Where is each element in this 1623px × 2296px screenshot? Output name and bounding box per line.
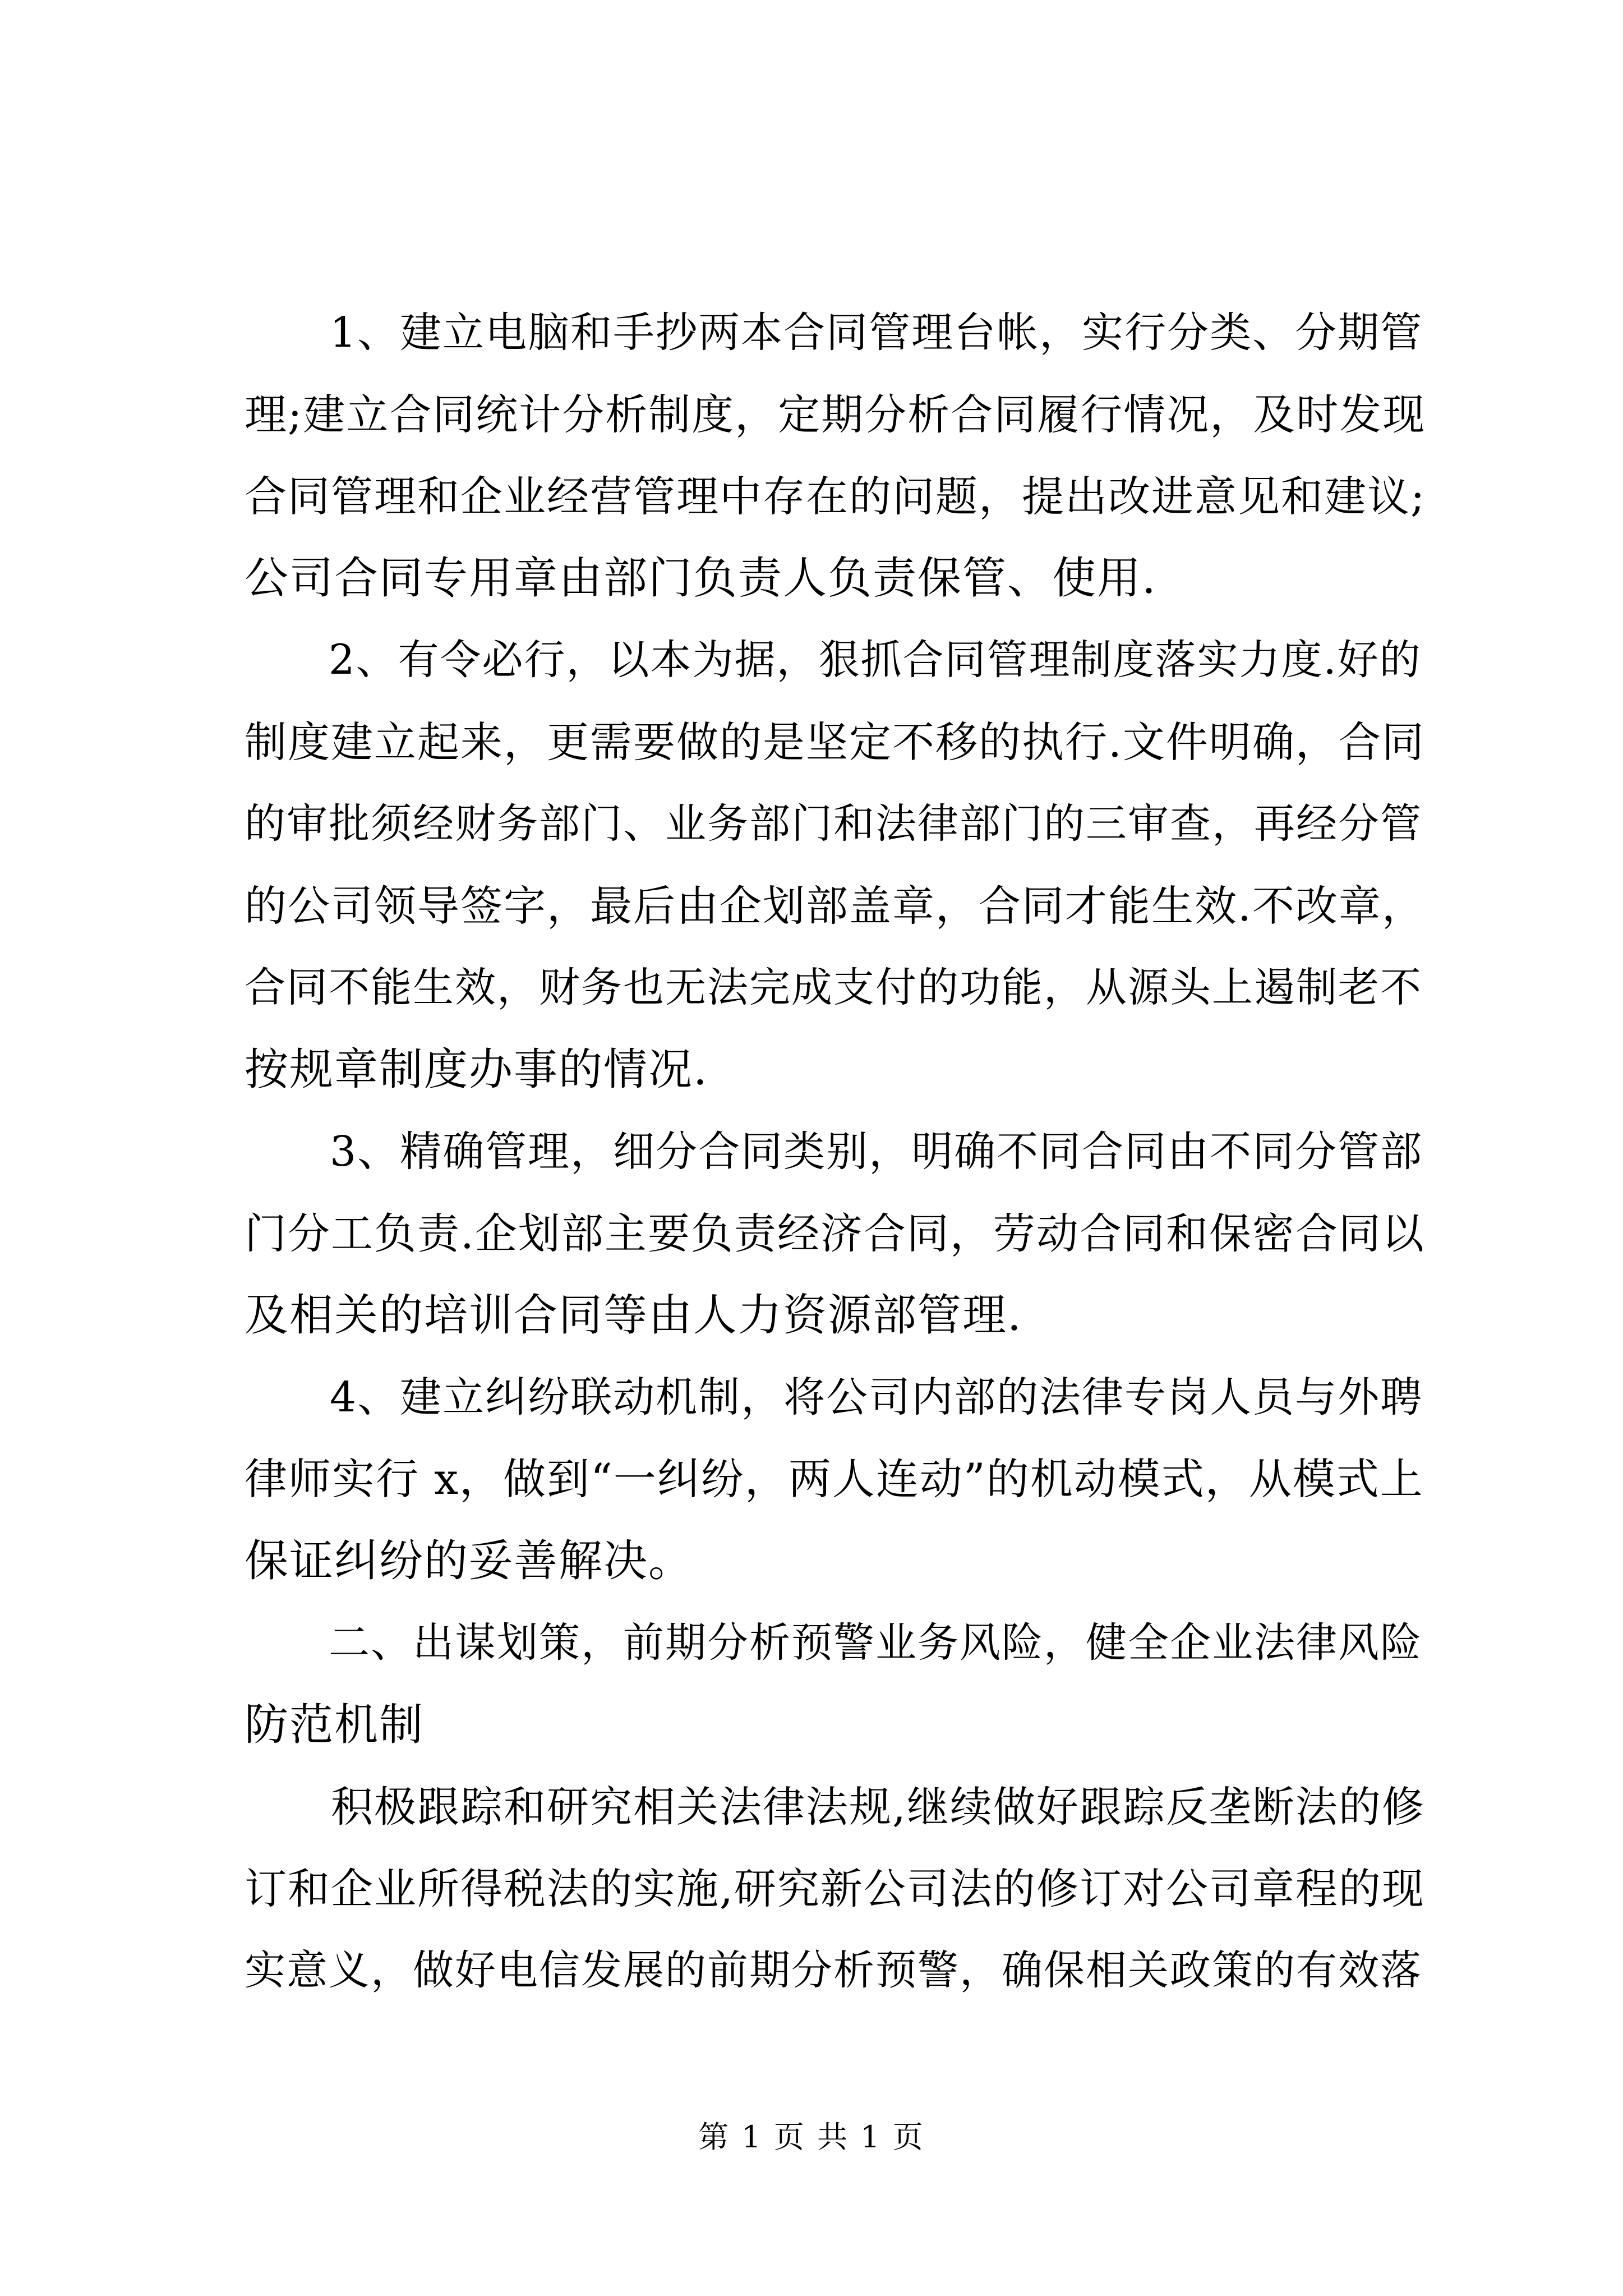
text-line: 合同管理和企业经营管理中存在的问题，提出改进意见和建议; xyxy=(245,472,1426,521)
text-line: 1、建立电脑和手抄两本合同管理台帐，实行分类、分期管 xyxy=(245,309,1423,357)
text-line: 公司合同专用章由部门负责人负责保管、使用. xyxy=(245,553,1157,604)
text-line: 及相关的培训合同等由人力资源部管理. xyxy=(245,1290,1022,1341)
text-line: 2、有令必行，以本为据，狠抓合同管理制度落实力度.好的 xyxy=(245,636,1422,684)
text-line: 制度建立起来，更需要做的是坚定不移的执行.文件明确，合同 xyxy=(245,717,1425,767)
text-line: 保证纠纷的妥善解决。 xyxy=(245,1536,694,1586)
text-line: 的公司领导签字，最后由企划部盖章，合同才能生效.不改章， xyxy=(245,881,1425,931)
text-line: 律师实行 x，做到“一纠纷，两人连动”的机动模式，从模式上 xyxy=(245,1454,1424,1504)
text-line: 实意义，做好电信发展的前期分析预警，确保相关政策的有效落 xyxy=(245,1947,1422,1994)
text-line: 积极跟踪和研究相关法律法规,继续做好跟踪反垄断法的修 xyxy=(245,1782,1425,1832)
section-heading-line: 防范机制 xyxy=(245,1700,425,1750)
document-body xyxy=(245,292,1433,2012)
text-line: 4、建立纠纷联动机制，将公司内部的法律专岗人员与外聘 xyxy=(245,1373,1423,1421)
text-line: 门分工负责.企划部主要负责经济合同，劳动合同和保密合同以 xyxy=(245,1209,1425,1258)
text-line: 合同不能生效，财务也无法完成支付的功能，从源头上遏制老不 xyxy=(245,964,1422,1011)
text-line: 订和企业所得税法的实施,研究新公司法的修订对公司章程的现 xyxy=(245,1864,1425,1913)
page-footer: 第 1 页 共 1 页 xyxy=(698,2119,925,2155)
text-line: 理;建立合同统计分析制度，定期分析合同履行情况，及时发现 xyxy=(245,390,1426,439)
section-heading-line: 二、出谋划策，前期分析预警业务风险，健全企业法律风险 xyxy=(245,1619,1422,1667)
text-line: 按规章制度办事的情况. xyxy=(245,1045,708,1095)
text-line: 的审批须经财务部门、业务部门和法律部门的三审查，再经分管 xyxy=(245,800,1422,848)
text-line: 3、精确管理，细分合同类别，明确不同合同由不同分管部 xyxy=(245,1128,1423,1176)
